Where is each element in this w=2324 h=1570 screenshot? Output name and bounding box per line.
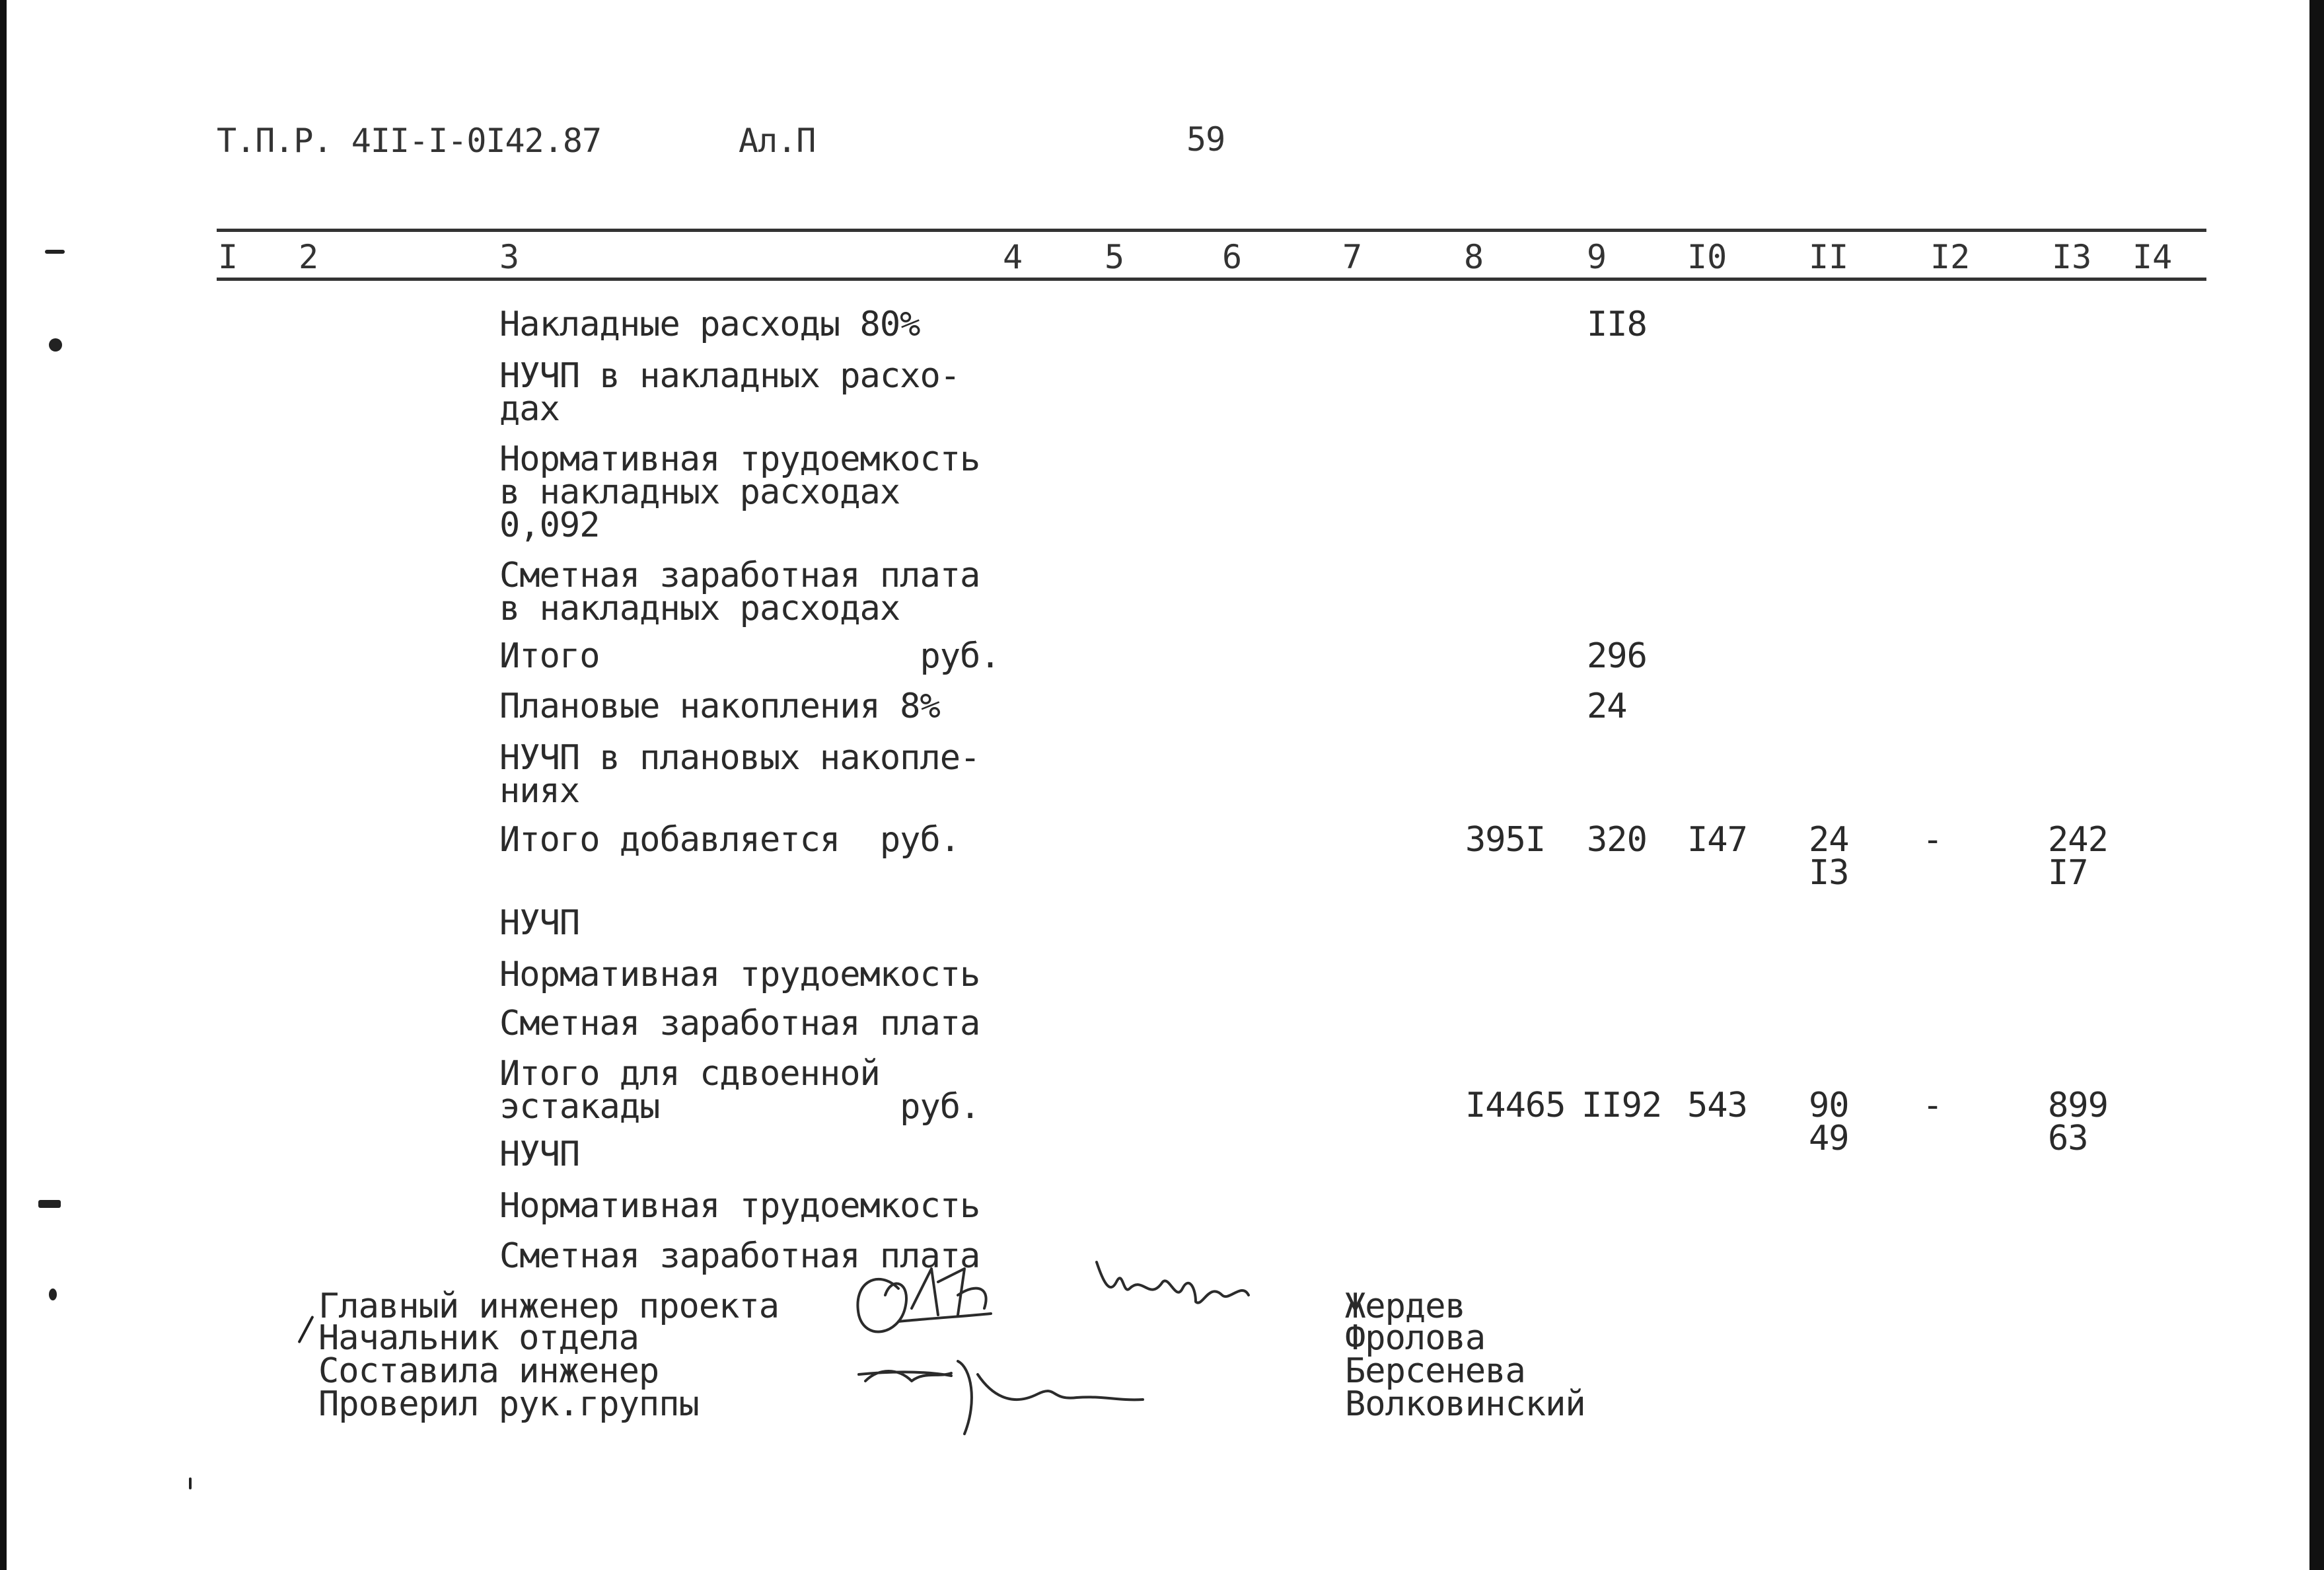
cell-planned-c9: 24: [1587, 687, 1627, 726]
cell-double-c10: 543: [1687, 1086, 1747, 1125]
col-header-3: 3: [499, 238, 520, 276]
margin-mark-1: [45, 250, 65, 254]
cell-double-c11: 90 49: [1809, 1086, 1849, 1158]
signoff-role-chief-engineer: Главный инженер проекта: [318, 1287, 780, 1326]
signoff-slash-mark: [297, 1316, 314, 1343]
page-number: 59: [1186, 120, 1225, 159]
signoff-name-3: Берсенева: [1345, 1351, 1525, 1391]
scan-edge-left: [0, 0, 7, 1570]
handwritten-signatures: [839, 1242, 1315, 1460]
row-label-wages-1: Сметная заработная плата: [499, 1004, 980, 1043]
signoff-name-1: Жердев: [1345, 1287, 1465, 1326]
row-label-labor-2: Нормативная трудоемкость: [499, 1186, 980, 1226]
col-header-5: 5: [1105, 238, 1125, 276]
row-label-total: Итого руб.: [499, 636, 1000, 676]
row-label-overhead: Накладные расходы 80%: [499, 305, 920, 344]
cell-added-c9: 320: [1587, 820, 1647, 860]
col-header-12: I2: [1930, 238, 1971, 276]
margin-mark-5: [189, 1477, 192, 1489]
col-header-4: 4: [1003, 238, 1023, 276]
cell-added-c11: 24 I3: [1809, 820, 1849, 893]
row-label-labor-1: Нормативная трудоемкость: [499, 955, 980, 994]
col-header-14: I4: [2132, 238, 2173, 276]
row-label-nuchp-1: НУЧП: [499, 903, 580, 943]
row-label-planned-savings: Плановые накопления 8%: [499, 687, 940, 726]
cell-double-c8: I4465: [1465, 1086, 1566, 1125]
row-label-total-double-trestle: Итого для сдвоенной эстакады руб.: [499, 1054, 980, 1127]
row-label-overhead-labor: Нормативная трудоемкость в накладных расходах 0,092: [499, 439, 980, 545]
signoff-role-compiled-by: Составила инженер: [318, 1351, 659, 1391]
cell-overhead-c9: II8: [1587, 305, 1647, 344]
doc-code: Т.П.Р. 4II-I-0I42.87: [217, 122, 602, 160]
cell-added-c8: 395I: [1465, 820, 1546, 860]
row-label-planned-nuchp: НУЧП в плановых накопле- ниях: [499, 738, 980, 811]
row-label-overhead-wages: Сметная заработная плата в накладных расходах: [499, 556, 980, 628]
cell-double-c13: 899 63: [2048, 1086, 2108, 1158]
signoff-name-4: Волковинский: [1345, 1384, 1585, 1424]
cell-added-c13: 242 I7: [2048, 820, 2108, 893]
cell-total-c9: 296: [1587, 636, 1647, 676]
row-label-nuchp-2: НУЧП: [499, 1135, 580, 1174]
signoff-role-checked-by: Проверил рук.группы: [318, 1384, 699, 1424]
col-header-13: I3: [2052, 238, 2092, 276]
col-header-9: 9: [1587, 238, 1607, 276]
margin-mark-4: [49, 1289, 57, 1300]
col-header-10: I0: [1687, 238, 1727, 276]
scan-edge-right: [2309, 0, 2324, 1570]
album-label: Ал.П: [739, 122, 816, 160]
margin-mark-3: [38, 1200, 61, 1208]
cell-double-c12: -: [1922, 1086, 1943, 1125]
margin-mark-2: [49, 338, 62, 352]
col-header-2: 2: [299, 238, 319, 276]
row-label-total-added: Итого добавляется руб.: [499, 820, 961, 860]
col-header-8: 8: [1464, 238, 1484, 276]
col-header-1: I: [218, 238, 238, 276]
cell-added-c10: I47: [1687, 820, 1747, 860]
col-header-7: 7: [1342, 238, 1363, 276]
signoff-role-department-head: Начальник отдела: [318, 1318, 639, 1358]
col-header-6: 6: [1222, 238, 1243, 276]
col-header-11: II: [1809, 238, 1849, 276]
row-label-wages-2: Сметная заработная плата: [499, 1236, 980, 1276]
row-label-overhead-nuchp: НУЧП в накладных расхо- дах: [499, 356, 961, 429]
table-header-rule: [217, 278, 2206, 281]
table-top-rule: [217, 229, 2206, 232]
cell-double-c9: II92: [1581, 1086, 1662, 1125]
signoff-name-2: Фролова: [1345, 1318, 1486, 1358]
cell-added-c12: -: [1922, 820, 1943, 860]
